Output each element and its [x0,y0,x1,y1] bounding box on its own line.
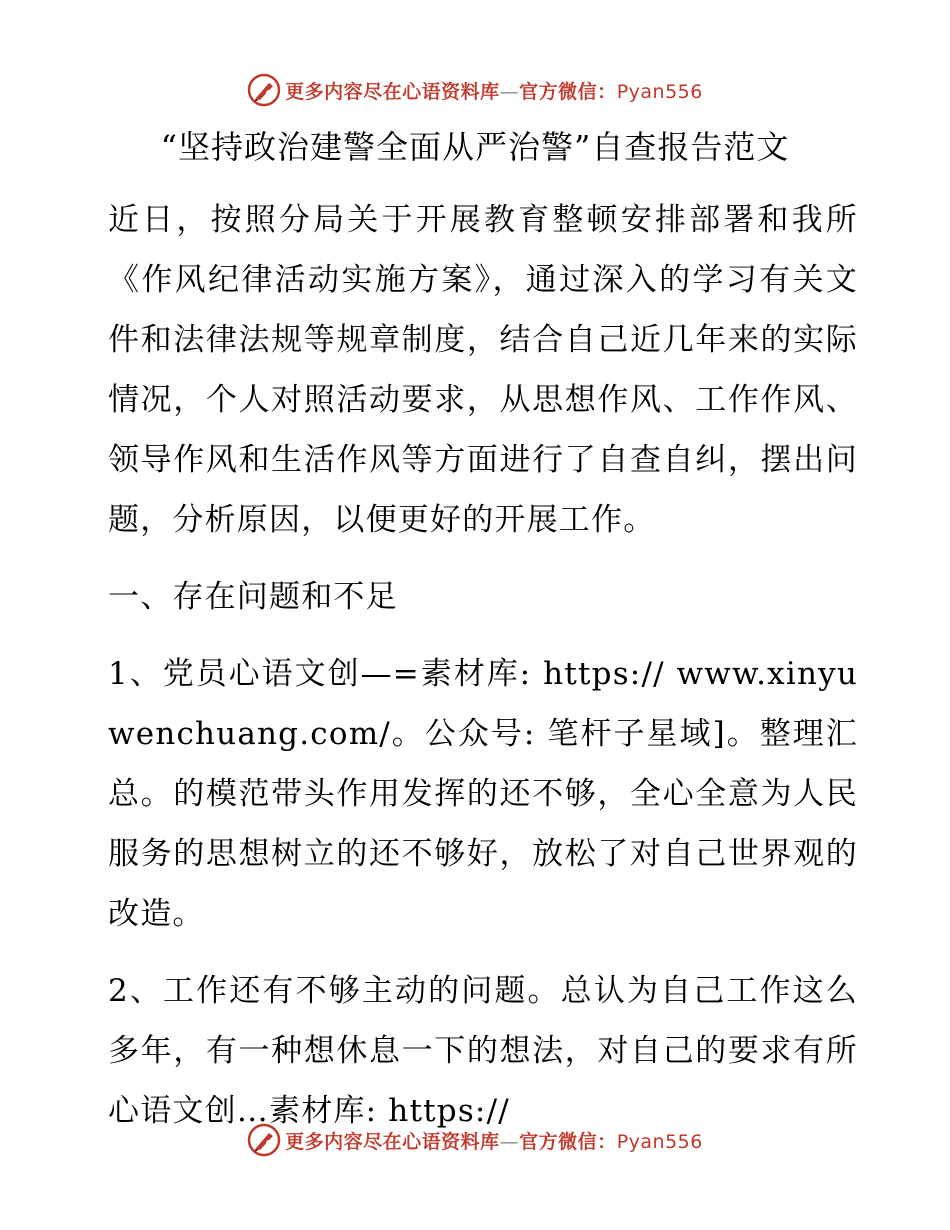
banner-dash: — [499,80,520,103]
banner-wechat-id: Pyan556 [616,1130,703,1153]
banner-dash: — [499,1130,520,1153]
banner-text [285,77,703,104]
header-banner [0,70,950,110]
footer-banner [0,1120,950,1160]
paragraph-item-2: 2、工作还有不够主动的问题。总认为自己工作这么多年，有一种想休息一下的想法，对自己的要求有所心语文创…素材库: https:// [108,973,858,1129]
banner-wechat-id: Pyan556 [616,80,703,103]
banner-official-text: 官方微信： [519,80,617,103]
banner-text [285,1127,703,1154]
document-title: “坚持政治建警全面从严治警”自查报告范文 [160,128,790,166]
banner-main-text: 更多内容尽在心语资料库 [285,80,500,103]
pen-logo-icon [247,1123,281,1157]
paragraph-item-1: 1、党员心语文创—=素材库: https:// www.xinyuwenchuang.com/。公众号: 笔杆子星域]。整理汇总。的模范带头作用发挥的还不够，全心全意为人民服务的思想树立的还不够好，放松了对自己世界观的改造。 [108,656,858,932]
paragraph-intro: 近日，按照分局关于开展教育整顿安排部署和我所《作风纪律活动实施方案》，通过深入的学习有关文件和法律法规等规章制度，结合自己近几年来的实际情况，个人对照活动要求，从思想作风、工作作风、领导作风和生活作风等方面进行了自查自纠，摆出问题，分析原因，以便更好的开展工作。 [108,202,858,538]
banner-official-text: 官方微信： [519,1130,617,1153]
pen-logo-icon [247,73,281,107]
section-heading: 一、存在问题和不足 [108,579,398,615]
banner-main-text: 更多内容尽在心语资料库 [285,1130,500,1153]
document-body [98,190,858,1158]
